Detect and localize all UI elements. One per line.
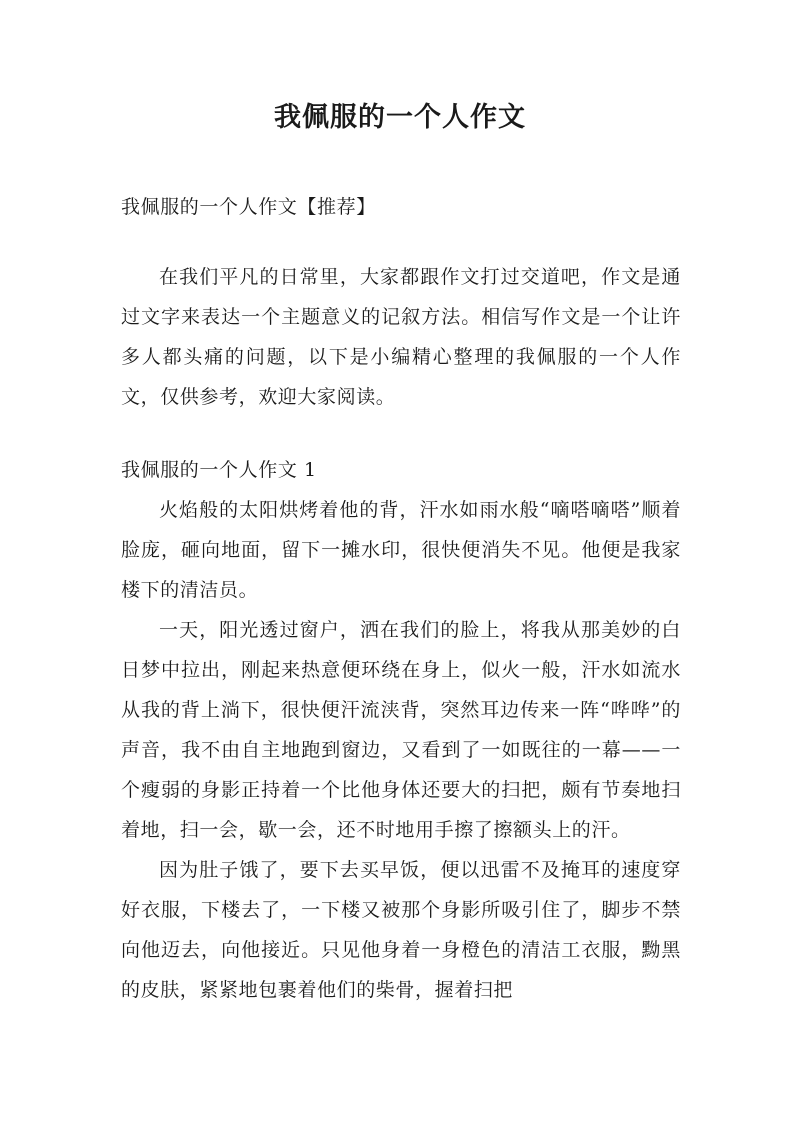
document-title: 我佩服的一个人作文 [274, 102, 526, 133]
intro-paragraph: 在我们平凡的日常里，大家都跟作文打过交道吧，作文是通过文字来表达一个主题意义的记叙方法。相信写作文是一个让许多人都头痛的问题，以下是小编精心整理的我佩服的一个人作文，仅供参考，欢迎大家阅读。 [121, 266, 681, 408]
essay-paragraph: 一天，阳光透过窗户，洒在我们的脸上，将我从那美妙的白日梦中拉出，刚起来热意便环绕在身上，似火一般，汗水如流水从我的背上淌下，很快便汗流浃背，突然耳边传来一阵“哗哗”的声音，我不由自主地跑到窗边，又看到了一如既往的一幕——一个瘦弱的身影正持着一个比他身体还要大的扫把，颇有节奏地扫着地，扫一会，歇一会，还不时地用手擦了擦额头上的汗。 [121, 619, 681, 841]
document-subtitle [121, 187, 681, 227]
subtitle-text: 我佩服的一个人作文【推荐】 [121, 196, 376, 218]
essay-heading: 我佩服的一个人作文 1 [121, 459, 317, 481]
intro-section [121, 257, 681, 417]
essay-section [121, 450, 681, 1010]
essay-paragraph: 因为肚子饿了，要下去买早饭，便以迅雷不及掩耳的速度穿好衣服，下楼去了，一下楼又被那个身影所吸引住了，脚步不禁向他迈去，向他接近。只见他身着一身橙色的清洁工衣服，黝黑的皮肤，紧紧地包裹着他们的柴骨，握着扫把 [121, 859, 681, 1001]
essay-paragraph: 火焰般的太阳烘烤着他的背，汗水如雨水般“嘀嗒嘀嗒”顺着脸庞，砸向地面，留下一摊水印，很快便消失不见。他便是我家楼下的清洁员。 [121, 499, 681, 601]
